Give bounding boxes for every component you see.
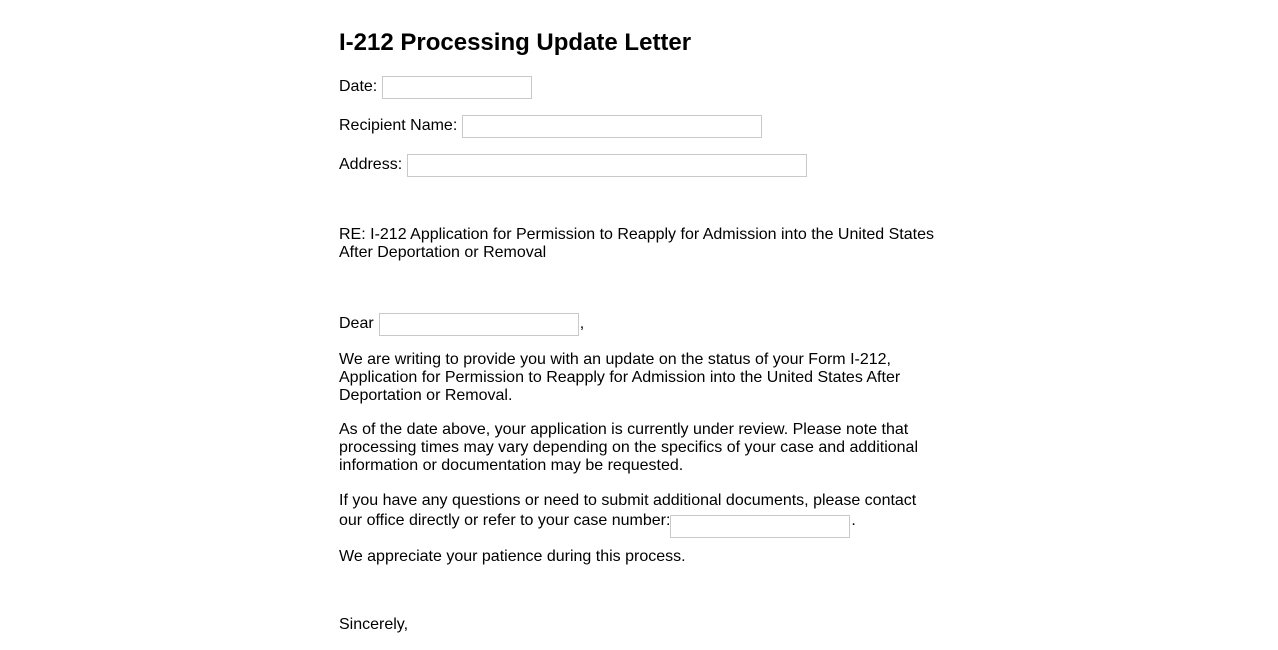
salutation-prefix: Dear (339, 315, 374, 332)
date-label: Date: (339, 78, 378, 95)
re-line: RE: I-212 Application for Permission to Reapply for Admission into the United States After Deportation or Removal (339, 226, 934, 261)
address-input[interactable] (407, 154, 807, 177)
recipient-row (339, 114, 762, 138)
closing: Sincerely, (339, 616, 409, 633)
paragraph-contact (339, 491, 939, 538)
recipient-name-input[interactable] (462, 115, 762, 138)
paragraph-under-review: As of the date above, your application is currently under review. Please note that processing times may vary depending on the specifics of your case and additional information or documentation may be requested. (339, 421, 918, 474)
contact-text: If you have any questions or need to submit additional documents, please contact our office directly or refer to your case number: (339, 492, 917, 529)
paragraph-status-update: We are writing to provide you with an update on the status of your Form I-212, Application for Permission to Reapply for Admission into the United States After Deportation or Removal. (339, 351, 901, 404)
address-row (339, 153, 807, 177)
case-number-input[interactable] (670, 515, 850, 538)
recipient-name-label: Recipient Name: (339, 117, 458, 134)
salutation-name-input[interactable] (379, 313, 579, 336)
salutation-row (339, 312, 584, 336)
contact-period: . (851, 512, 856, 529)
date-row (339, 75, 532, 99)
date-input[interactable] (382, 76, 532, 99)
address-label: Address: (339, 156, 403, 173)
paragraph-appreciation: We appreciate your patience during this process. (339, 548, 686, 565)
page-title: I-212 Processing Update Letter (339, 29, 692, 56)
salutation-comma: , (579, 315, 585, 332)
